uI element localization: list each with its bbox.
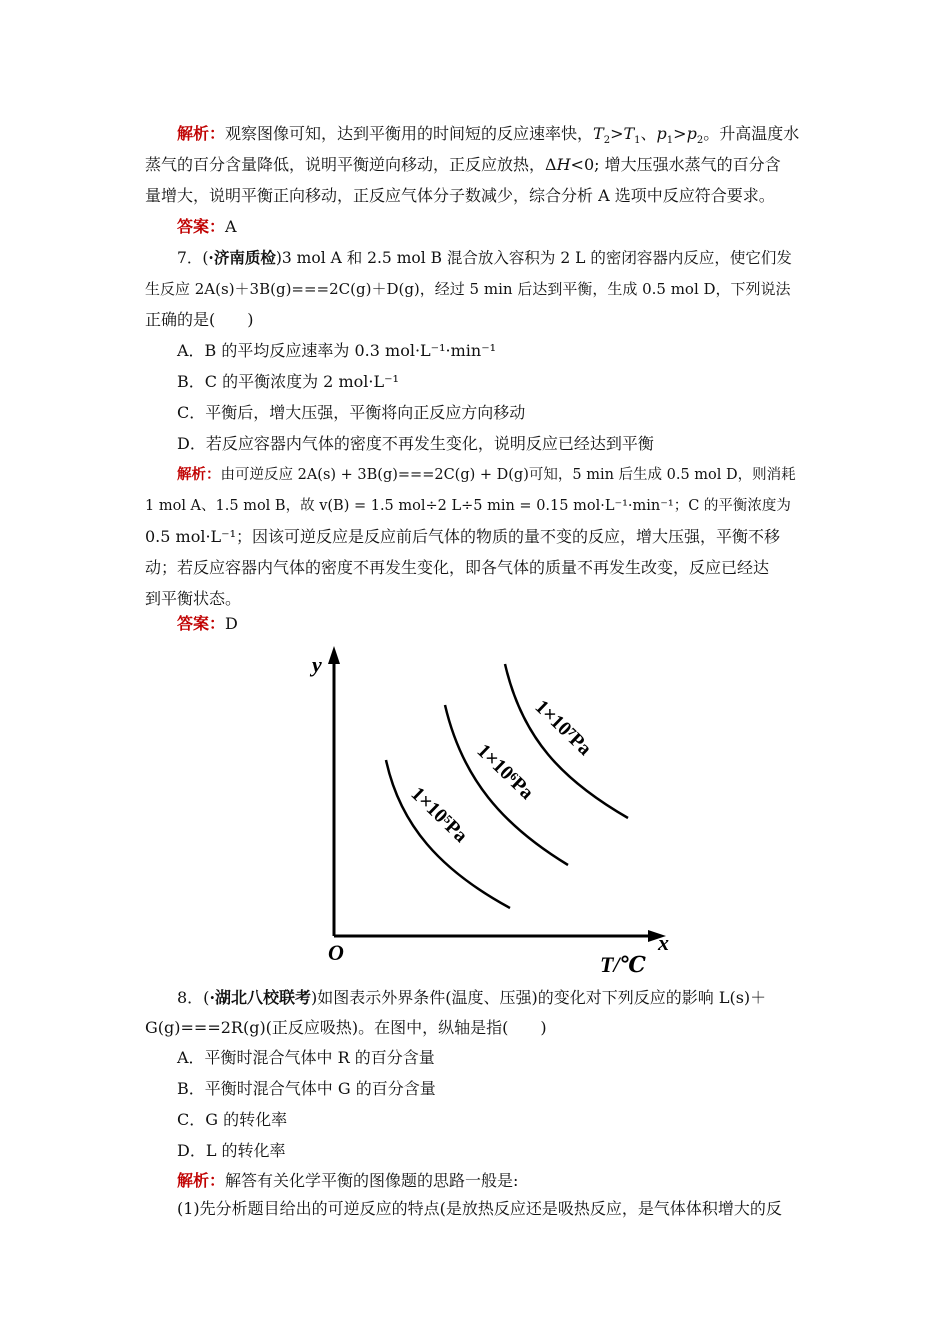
analysis-6-line-3: 量增大，说明平衡正向移动，正反应气体分子数减少，综合分析 A 选项中反应符合要求。 [145,186,775,205]
q8-source: ·湖北八校联考 [209,988,312,1007]
analysis-6-line-2: 蒸气的百分含量降低，说明平衡逆向移动，正反应放热，ΔH<0; 增大压强水蒸气的百分含 [145,155,781,174]
q8-option-a: A．平衡时混合气体中 R 的百分含量 [177,1048,435,1067]
q7-analysis-line-2: 1 mol A、1.5 mol B，故 v(B) = 1.5 mol÷2 L÷5 min = 0.15 mol·L⁻¹·min⁻¹；C 的平衡浓度为 [145,498,791,514]
q7-stem-line-1: 7．(·济南质检)3 mol A 和 2.5 mol B 混合放入容积为 2 L 的密闭容器内反应，使它们发 [177,248,792,267]
analysis-label: 解析： [177,1171,226,1190]
answer-label: 答案： [177,217,226,236]
q7-option-d: D．若反应容器内气体的密度不再发生变化，说明反应已经达到平衡 [177,434,654,453]
q7-source: ·济南质检 [208,248,276,267]
analysis-label: 解析： [177,124,226,143]
q7-analysis-line-1: 解析：由可逆反应 2A(s) + 3B(g)===2C(g) + D(g)可知，5 min 后生成 0.5 mol D，则消耗 [177,466,796,483]
q8-option-b: B．平衡时混合气体中 G 的百分含量 [177,1079,436,1098]
analysis-6-line-1: 解析：观察图像可知，达到平衡用的时间短的反应速率快，$T_2>T_1$、$p_1>p_2$。升高温度水 [177,124,800,147]
curve-label-1e7: 1×10⁷Pa [530,695,596,760]
q7-option-b: B．C 的平衡浓度为 2 mol·L⁻¹ [177,372,399,391]
q8-stem-line-1: 8．(·湖北八校联考)如图表示外界条件(温度、压强)的变化对下列反应的影响 L(s)＋ [177,988,767,1007]
x-axis-label: x [658,930,669,955]
answer-6: 答案：A [177,217,237,236]
analysis-label: 解析： [177,466,221,483]
answer-7: 答案：D [177,614,238,633]
answer-label: 答案： [177,614,226,633]
q8-option-d: D．L 的转化率 [177,1141,286,1160]
q7-analysis-line-5: 到平衡状态。 [145,589,242,608]
q7-option-a: A．B 的平均反应速率为 0.3 mol·L⁻¹·min⁻¹ [177,341,497,360]
y-axis-label: y [312,652,322,677]
q8-stem-line-2: G(g)===2R(g)(正反应吸热)。在图中，纵轴是指( ) [145,1018,547,1037]
curve-label-1e6: 1×10⁶Pa [472,739,538,804]
t-axis-label: T/℃ [600,952,646,977]
q7-analysis-line-3: 0.5 mol·L⁻¹；因该可逆反应是反应前后气体的物质的量不变的反应，增大压强，平衡不移 [145,527,781,546]
q7-option-c: C．平衡后，增大压强，平衡将向正反应方向移动 [177,403,526,422]
y-axis-arrow-icon [328,646,340,664]
q8-analysis-line-1: 解析：解答有关化学平衡的图像题的思路一般是: [177,1171,519,1190]
curve-label-1e5: 1×10⁵Pa [406,782,472,847]
q7-stem-line-2: 生反应 2A(s)＋3B(g)===2C(g)＋D(g)，经过 5 min 后达到平衡，生成 0.5 mol D，下列说法 [145,280,791,298]
figure-svg [290,640,680,980]
q7-analysis-line-4: 动；若反应容器内气体的密度不再发生变化，即各气体的质量不再发生改变，反应已经达 [145,558,770,577]
origin-label: O [328,940,344,965]
q8-analysis-line-2: (1)先分析题目给出的可逆反应的特点(是放热反应还是吸热反应，是气体体积增大的反 [177,1199,782,1218]
pressure-temperature-figure [290,640,680,980]
q7-stem-line-3: 正确的是( ) [145,310,254,329]
q8-option-c: C．G 的转化率 [177,1110,288,1129]
